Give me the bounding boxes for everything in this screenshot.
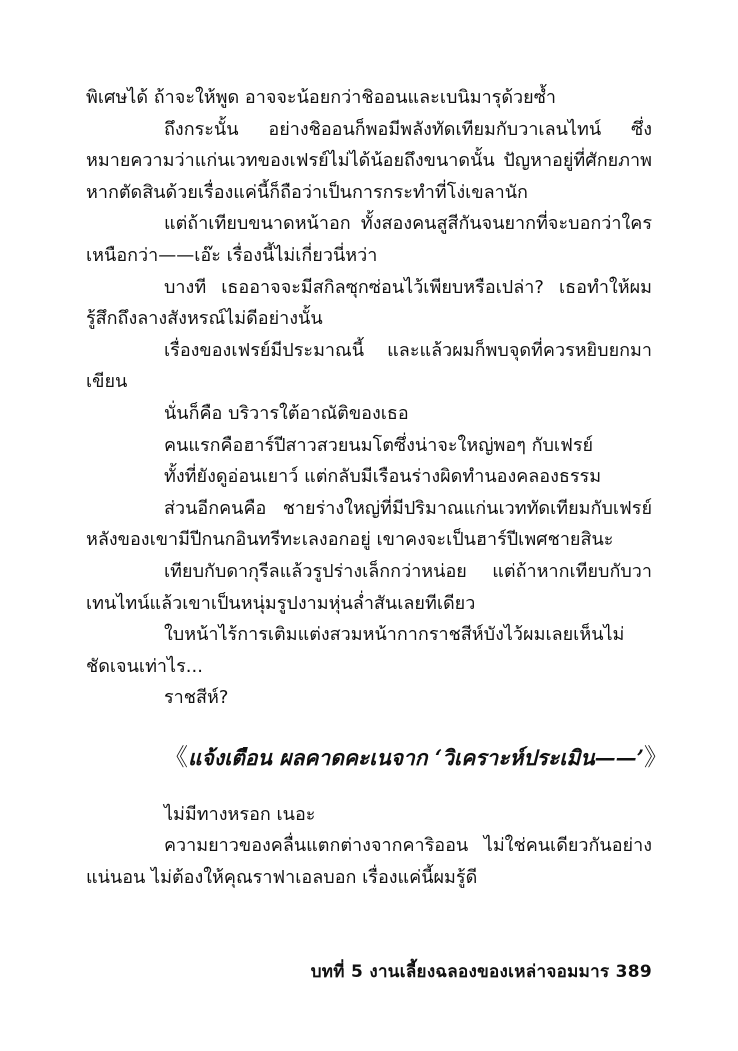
paragraph-1: พิเศษได้ ถ้าจะให้พูด อาจจะน้อยกว่าชิออนและเบนิมารุด้วยซ้ำ bbox=[86, 87, 557, 108]
paragraph-9: ส่วนอีกคนคือ ชายร่างใหญ่ที่มีปริมาณแก่นเวททัดเทียมกับเฟรย์หลังของเขามีปีกนกอินทรีทะเลงอกอยู่ เขาคงจะเป็นฮาร์ปีเพศชายสินะ bbox=[86, 497, 652, 551]
paragraph-10: เทียบกับดากุรีลแล้วรูปร่างเล็กกว่าหน่อย แต่ถ้าหากเทียบกับวาเทนไทน์แล้วเขาเป็นหนุ่มรูปงามหุ่นล่ำสันเลยทีเดียว bbox=[86, 560, 652, 614]
paragraph-6: นั่นก็คือ บริวารใต้อาณัติของเธอ bbox=[164, 402, 409, 424]
paragraph-12: ราชสีห์? bbox=[164, 687, 229, 709]
heading-text: แจ้งเตือน ผลคาดคะเนจาก ‘วิเคราะห์ประเมิน——’ bbox=[188, 744, 644, 770]
heading-open-quote: 《 bbox=[164, 742, 188, 771]
heading-close-quote: 》 bbox=[643, 742, 668, 771]
paragraph-2: ถึงกระนั้น อย่างชิออนก็พอมีพลังทัดเทียมกับวาเลนไทน์ ซึ่งหมายความว่าแก่นเวทของเฟรย์ไม่ได้น้อยถึงขนาดนั้น ปัญหาอยู่ที่ศักยภาพหากตัดสินด้วยเรื่องแค่นี้ก็ถือว่าเป็นการกระทำที่โง่เขลานัก bbox=[86, 118, 652, 203]
paragraph-13: ไม่มีทางหรอก เนอะ bbox=[164, 803, 316, 825]
paragraph-11: ใบหน้าไร้การเติมแต่งสวมหน้ากากราชสีห์บังไว้ผมเลยเห็นไม่ชัดเจนเท่าไร... bbox=[86, 624, 625, 677]
paragraph-3: แต่ถ้าเทียบขนาดหน้าอก ทั้งสองคนสูสีกันจนยากที่จะบอกว่าใครเหนือกว่า——เอ๊ะ เรื่องนี้ไม่เกี่ยวนี่หว่า bbox=[86, 213, 652, 266]
paragraph-7: คนแรกคือฮาร์ปีสาวสวยนมโตซึ่งน่าจะใหญ่พอๆ กับเฟรย์ bbox=[164, 434, 594, 456]
paragraph-8: ทั้งที่ยังดูอ่อนเยาว์ แต่กลับมีเรือนร่างผิดทำนองคลองธรรม bbox=[164, 466, 602, 488]
page-footer: บทที่ 5 งานเลี้ยงฉลองของเหล่าจอมมาร 389 bbox=[310, 962, 652, 982]
paragraph-14: ความยาวของคลื่นแตกต่างจากคาริออน ไม่ใช่คนเดียวกันอย่างแน่นอน ไม่ต้องให้คุณราฟาเอลบอก เรื่องแค่นี้ผมรู้ดี bbox=[86, 835, 652, 889]
paragraph-5: เรื่องของเฟรย์มีประมาณนี้ และแล้วผมก็พบจุดที่ควรหยิบยกมาเขียน bbox=[86, 339, 652, 393]
notification-heading bbox=[86, 742, 668, 773]
page-body bbox=[86, 82, 668, 894]
paragraph-4: บางที เธออาจจะมีสกิลซุกซ่อนไว้เพียบหรือเปล่า? เธอทำให้ผมรู้สึกถึงลางสังหรณ์ไม่ดีอย่างนั้น bbox=[86, 276, 652, 330]
